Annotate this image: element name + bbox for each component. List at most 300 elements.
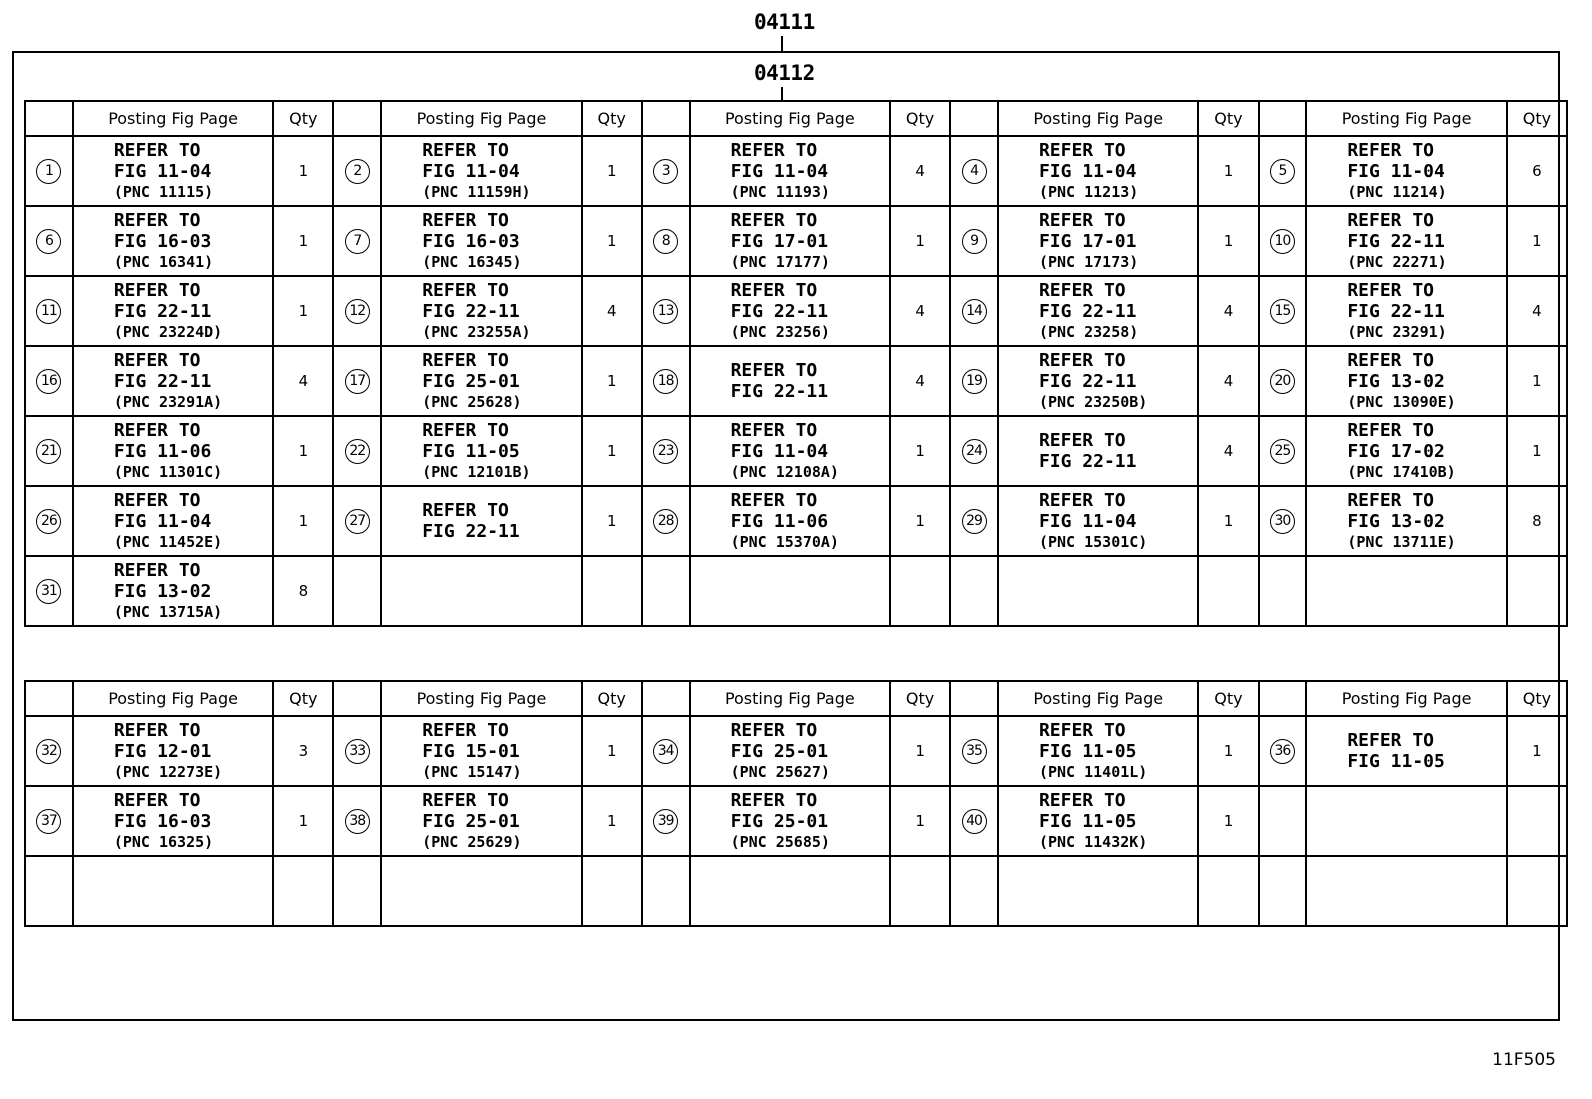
qty-cell: 1 xyxy=(890,416,950,486)
posting-fig-page-cell xyxy=(1306,136,1507,206)
item-number-cell xyxy=(333,136,381,206)
posting-fig-page-cell xyxy=(73,786,274,856)
fig-reference-link[interactable]: FIG 13-02 xyxy=(113,580,212,602)
refer-to-text: REFER TO xyxy=(1347,209,1435,231)
refer-to-text: REFER TO xyxy=(113,719,201,741)
item-number-cell xyxy=(642,136,690,206)
fig-reference-link[interactable]: FIG 22-11 xyxy=(113,300,212,322)
header-qty: Qty xyxy=(890,681,950,716)
item-number-cell xyxy=(950,786,998,856)
header-blank-cell xyxy=(950,681,998,716)
callout-number[interactable]: 2 xyxy=(345,159,370,184)
posting-fig-page-cell xyxy=(998,856,1199,926)
pnc-text: (PNC 25628) xyxy=(422,392,522,411)
posting-fig-page-cell xyxy=(1306,276,1507,346)
posting-fig-page-cell xyxy=(998,206,1199,276)
fig-reference-link[interactable]: FIG 25-01 xyxy=(422,370,520,392)
fig-reference-link[interactable]: FIG 22-11 xyxy=(730,300,829,322)
pnc-text: (PNC 11193) xyxy=(730,182,830,201)
qty-cell: 1 xyxy=(890,206,950,276)
table-row xyxy=(25,276,1567,346)
table-row xyxy=(25,556,1567,626)
refer-to-text: REFER TO xyxy=(730,279,818,301)
refer-to-text: REFER TO xyxy=(113,139,201,161)
qty-cell: 4 xyxy=(1198,276,1258,346)
fig-reference-link[interactable]: FIG 13-02 xyxy=(1347,510,1445,532)
refer-to-text: REFER TO xyxy=(730,789,818,811)
refer-to-text: REFER TO xyxy=(1038,719,1126,741)
posting-fig-page-cell xyxy=(998,136,1199,206)
qty-cell: 1 xyxy=(890,786,950,856)
qty-cell: 1 xyxy=(273,416,333,486)
item-number-cell xyxy=(333,716,381,786)
table-header-row xyxy=(25,681,1567,716)
qty-cell: 1 xyxy=(582,786,642,856)
refer-to-text: REFER TO xyxy=(1038,430,1126,451)
qty-cell: 8 xyxy=(1507,486,1567,556)
qty-cell: 1 xyxy=(1198,206,1258,276)
posting-fig-page-cell xyxy=(998,276,1199,346)
qty-cell: 1 xyxy=(1507,416,1567,486)
refer-to-text: REFER TO xyxy=(1347,489,1435,511)
pnc-text: (PNC 11213) xyxy=(1038,182,1139,201)
refer-to-text: REFER TO xyxy=(113,349,201,371)
figure-code: 11F505 xyxy=(1492,1050,1556,1070)
header-posting-fig-page: Posting Fig Page xyxy=(690,101,891,136)
pnc-text: (PNC 12273E) xyxy=(113,762,223,781)
pnc-text: (PNC 15370A) xyxy=(730,532,839,551)
refer-to-text: REFER TO xyxy=(730,209,818,231)
qty-cell xyxy=(1507,856,1567,926)
posting-fig-page-cell xyxy=(1306,416,1507,486)
qty-cell xyxy=(1507,786,1567,856)
posting-fig-page-cell xyxy=(73,856,274,926)
table-row xyxy=(25,786,1567,856)
qty-cell: 1 xyxy=(1198,716,1258,786)
fig-reference-link[interactable]: FIG 11-04 xyxy=(1347,160,1445,182)
pnc-text: (PNC 11432K) xyxy=(1038,832,1148,851)
posting-fig-page-cell xyxy=(690,136,891,206)
posting-fig-page-cell xyxy=(73,136,274,206)
header-posting-fig-page: Posting Fig Page xyxy=(73,101,274,136)
item-number-cell xyxy=(642,416,690,486)
header-posting-fig-page: Posting Fig Page xyxy=(998,101,1199,136)
callout-number[interactable]: 26 xyxy=(36,509,61,534)
pnc-text: (PNC 13715A) xyxy=(113,602,223,621)
posting-fig-page-cell xyxy=(690,786,891,856)
posting-fig-page-cell xyxy=(1306,556,1507,626)
qty-cell: 6 xyxy=(1507,136,1567,206)
callout-number[interactable]: 3 xyxy=(653,159,678,184)
pnc-text: (PNC 16325) xyxy=(113,832,214,851)
posting-fig-page-cell xyxy=(381,416,582,486)
fig-reference-link[interactable]: FIG 16-03 xyxy=(113,810,212,832)
header-blank-cell xyxy=(25,681,73,716)
refer-to-text: REFER TO xyxy=(422,789,509,811)
pnc-text: (PNC 13711E) xyxy=(1347,532,1456,551)
qty-cell: 4 xyxy=(273,346,333,416)
posting-fig-page-cell xyxy=(381,786,582,856)
refer-to-text: REFER TO xyxy=(422,209,509,231)
callout-number[interactable]: 5 xyxy=(1270,159,1295,184)
fig-reference-link[interactable]: FIG 11-05 xyxy=(1038,810,1137,832)
posting-fig-page-cell xyxy=(1306,206,1507,276)
posting-fig-page-cell xyxy=(73,556,274,626)
posting-fig-page-cell xyxy=(73,206,274,276)
callout-number[interactable]: 34 xyxy=(653,739,678,764)
fig-reference-link[interactable]: FIG 13-02 xyxy=(1347,370,1445,392)
item-number-cell xyxy=(333,276,381,346)
refer-to-text: REFER TO xyxy=(113,789,201,811)
callout-number[interactable]: 4 xyxy=(962,159,987,184)
item-number-cell xyxy=(1259,416,1307,486)
callout-number[interactable]: 33 xyxy=(345,739,370,764)
qty-cell: 4 xyxy=(890,276,950,346)
qty-cell: 1 xyxy=(273,276,333,346)
pnc-text: (PNC 11301C) xyxy=(113,462,223,481)
fig-reference-link[interactable]: FIG 22-11 xyxy=(1347,230,1445,252)
refer-to-text: REFER TO xyxy=(1347,139,1435,161)
posting-fig-page-cell xyxy=(1306,716,1507,786)
item-number-cell xyxy=(333,786,381,856)
fig-reference-link[interactable]: FIG 22-11 xyxy=(730,381,829,402)
item-number-cell xyxy=(25,206,73,276)
pnc-text: (PNC 22271) xyxy=(1347,252,1447,271)
leader-line-inner xyxy=(781,87,783,101)
fig-reference-link[interactable]: FIG 11-05 xyxy=(422,440,520,462)
refer-to-text: REFER TO xyxy=(422,419,509,441)
item-number-cell xyxy=(25,136,73,206)
fig-reference-link[interactable]: FIG 22-11 xyxy=(422,300,520,322)
refer-to-text: REFER TO xyxy=(1347,349,1435,371)
callout-number[interactable]: 7 xyxy=(345,229,370,254)
fig-reference-link[interactable]: FIG 11-04 xyxy=(422,160,520,182)
posting-fig-page-cell xyxy=(73,416,274,486)
item-number-cell xyxy=(950,556,998,626)
fig-reference-link[interactable]: FIG 11-05 xyxy=(1347,751,1445,772)
table-row xyxy=(25,136,1567,206)
header-posting-fig-page: Posting Fig Page xyxy=(1306,101,1507,136)
refer-to-text: REFER TO xyxy=(1347,279,1435,301)
item-number-cell xyxy=(25,786,73,856)
callout-number[interactable]: 16 xyxy=(36,369,61,394)
header-blank-cell xyxy=(950,101,998,136)
fig-reference-link[interactable]: FIG 11-06 xyxy=(113,440,212,462)
header-posting-fig-page: Posting Fig Page xyxy=(381,681,582,716)
qty-cell: 4 xyxy=(1198,346,1258,416)
fig-reference-link[interactable]: FIG 22-11 xyxy=(1038,370,1137,392)
callout-number[interactable]: 39 xyxy=(653,809,678,834)
posting-fig-page-cell xyxy=(73,346,274,416)
header-qty: Qty xyxy=(582,681,642,716)
callout-number[interactable]: 27 xyxy=(345,509,370,534)
refer-to-text: REFER TO xyxy=(1038,139,1126,161)
item-number-cell xyxy=(25,276,73,346)
qty-cell: 4 xyxy=(890,136,950,206)
qty-cell: 1 xyxy=(273,136,333,206)
item-number-cell xyxy=(1259,276,1307,346)
callout-number[interactable]: 18 xyxy=(653,369,678,394)
item-number-cell xyxy=(642,276,690,346)
refer-to-text: REFER TO xyxy=(422,500,509,521)
item-number-cell xyxy=(25,856,73,926)
posting-fig-page-cell xyxy=(1306,346,1507,416)
callout-number[interactable]: 40 xyxy=(962,809,987,834)
fig-reference-link[interactable]: FIG 12-01 xyxy=(113,740,212,762)
item-number-cell xyxy=(1259,346,1307,416)
pnc-text: (PNC 23255A) xyxy=(422,322,531,341)
fig-reference-link[interactable]: FIG 15-01 xyxy=(422,740,520,762)
item-number-cell xyxy=(642,856,690,926)
qty-cell xyxy=(1198,556,1258,626)
item-number-cell xyxy=(642,786,690,856)
item-number-cell xyxy=(1259,856,1307,926)
table-header-row xyxy=(25,101,1567,136)
table-row xyxy=(25,716,1567,786)
item-number-cell xyxy=(333,346,381,416)
item-number-cell xyxy=(950,416,998,486)
item-number-cell xyxy=(1259,786,1307,856)
header-blank-cell xyxy=(1259,101,1307,136)
header-qty: Qty xyxy=(1507,101,1567,136)
fig-reference-link[interactable]: FIG 11-04 xyxy=(730,160,829,182)
refer-to-text: REFER TO xyxy=(113,279,201,301)
posting-fig-page-cell xyxy=(381,136,582,206)
callout-number[interactable]: 12 xyxy=(345,299,370,324)
qty-cell: 1 xyxy=(1507,716,1567,786)
leader-line-top xyxy=(781,36,783,51)
posting-fig-page-cell xyxy=(381,346,582,416)
fig-reference-link[interactable]: FIG 11-04 xyxy=(730,440,829,462)
refer-to-text: REFER TO xyxy=(1038,789,1126,811)
header-blank-cell xyxy=(25,101,73,136)
fig-reference-link[interactable]: FIG 17-01 xyxy=(730,230,829,252)
callout-number[interactable]: 32 xyxy=(36,739,61,764)
fig-reference-link[interactable]: FIG 25-01 xyxy=(730,810,829,832)
table-row xyxy=(25,856,1567,926)
refer-to-text: REFER TO xyxy=(422,139,509,161)
fig-reference-link[interactable]: FIG 11-04 xyxy=(1038,510,1137,532)
fig-reference-link[interactable]: FIG 17-02 xyxy=(1347,440,1445,462)
posting-fig-page-cell xyxy=(73,716,274,786)
fig-reference-link[interactable]: FIG 25-01 xyxy=(422,810,520,832)
qty-cell: 1 xyxy=(1198,786,1258,856)
posting-fig-page-cell xyxy=(381,486,582,556)
pnc-text: (PNC 11159H) xyxy=(422,182,531,201)
fig-reference-link[interactable]: FIG 11-06 xyxy=(730,510,829,532)
table-row xyxy=(25,486,1567,556)
fig-reference-link[interactable]: FIG 11-04 xyxy=(113,510,212,532)
callout-number[interactable]: 38 xyxy=(345,809,370,834)
refer-to-text: REFER TO xyxy=(113,489,201,511)
callout-number[interactable]: 17 xyxy=(345,369,370,394)
callout-number[interactable]: 15 xyxy=(1270,299,1295,324)
item-number-cell xyxy=(25,556,73,626)
callout-number[interactable]: 22 xyxy=(345,439,370,464)
callout-number[interactable]: 36 xyxy=(1270,739,1295,764)
pnc-text: (PNC 25627) xyxy=(730,762,830,781)
posting-fig-page-cell xyxy=(690,716,891,786)
callout-number[interactable]: 37 xyxy=(36,809,61,834)
posting-fig-page-cell xyxy=(690,486,891,556)
qty-cell xyxy=(582,556,642,626)
pnc-text: (PNC 23258) xyxy=(1038,322,1139,341)
refer-to-text: REFER TO xyxy=(422,349,509,371)
qty-cell: 1 xyxy=(582,486,642,556)
item-number-cell xyxy=(1259,136,1307,206)
qty-cell: 1 xyxy=(582,136,642,206)
fig-reference-link[interactable]: FIG 11-05 xyxy=(1038,740,1137,762)
pnc-text: (PNC 17173) xyxy=(1038,252,1139,271)
refer-to-text: REFER TO xyxy=(113,419,201,441)
posting-fig-page-cell xyxy=(998,486,1199,556)
item-number-cell xyxy=(642,346,690,416)
posting-fig-page-cell xyxy=(998,786,1199,856)
posting-fig-page-cell xyxy=(1306,786,1507,856)
qty-cell: 1 xyxy=(1507,206,1567,276)
item-number-cell xyxy=(1259,716,1307,786)
item-number-cell xyxy=(333,486,381,556)
pnc-text: (PNC 15147) xyxy=(422,762,522,781)
refer-to-text: REFER TO xyxy=(1347,419,1435,441)
posting-fig-page-cell xyxy=(1306,486,1507,556)
header-qty: Qty xyxy=(582,101,642,136)
assembly-code-top: 04111 xyxy=(754,10,815,34)
pnc-text: (PNC 11452E) xyxy=(113,532,223,551)
qty-cell: 1 xyxy=(273,206,333,276)
item-number-cell xyxy=(25,346,73,416)
posting-fig-page-cell xyxy=(381,556,582,626)
item-number-cell xyxy=(333,206,381,276)
refer-to-text: REFER TO xyxy=(422,279,509,301)
qty-cell: 1 xyxy=(273,486,333,556)
qty-cell: 1 xyxy=(890,716,950,786)
fig-reference-link[interactable]: FIG 11-04 xyxy=(113,160,212,182)
fig-reference-link[interactable]: FIG 22-11 xyxy=(422,521,520,542)
callout-number[interactable]: 6 xyxy=(36,229,61,254)
header-qty: Qty xyxy=(1198,101,1258,136)
item-number-cell xyxy=(25,416,73,486)
item-number-cell xyxy=(950,486,998,556)
reference-table-2 xyxy=(24,680,1568,927)
callout-number[interactable]: 30 xyxy=(1270,509,1295,534)
pnc-text: (PNC 23224D) xyxy=(113,322,223,341)
posting-fig-page-cell xyxy=(381,206,582,276)
callout-number[interactable]: 13 xyxy=(653,299,678,324)
pnc-text: (PNC 23291A) xyxy=(113,392,223,411)
callout-number[interactable]: 24 xyxy=(962,439,987,464)
pnc-text: (PNC 11214) xyxy=(1347,182,1447,201)
callout-number[interactable]: 21 xyxy=(36,439,61,464)
qty-cell xyxy=(273,856,333,926)
pnc-text: (PNC 12101B) xyxy=(422,462,531,481)
qty-cell: 1 xyxy=(1198,486,1258,556)
qty-cell xyxy=(890,556,950,626)
callout-number[interactable]: 10 xyxy=(1270,229,1295,254)
pnc-text: (PNC 15301C) xyxy=(1038,532,1148,551)
posting-fig-page-cell xyxy=(73,486,274,556)
callout-number[interactable]: 25 xyxy=(1270,439,1295,464)
refer-to-text: REFER TO xyxy=(1038,279,1126,301)
header-posting-fig-page: Posting Fig Page xyxy=(1306,681,1507,716)
fig-reference-link[interactable]: FIG 22-11 xyxy=(1347,300,1445,322)
header-qty: Qty xyxy=(1507,681,1567,716)
header-blank-cell xyxy=(333,101,381,136)
posting-fig-page-cell xyxy=(1306,856,1507,926)
qty-cell xyxy=(1198,856,1258,926)
item-number-cell xyxy=(1259,486,1307,556)
posting-fig-page-cell xyxy=(690,556,891,626)
item-number-cell xyxy=(1259,206,1307,276)
item-number-cell xyxy=(333,416,381,486)
callout-number[interactable]: 29 xyxy=(962,509,987,534)
callout-number[interactable]: 1 xyxy=(36,159,61,184)
item-number-cell xyxy=(950,206,998,276)
posting-fig-page-cell xyxy=(998,716,1199,786)
qty-cell xyxy=(582,856,642,926)
posting-fig-page-cell xyxy=(690,416,891,486)
posting-fig-page-cell xyxy=(690,206,891,276)
fig-reference-link[interactable]: FIG 22-11 xyxy=(113,370,212,392)
fig-reference-link[interactable]: FIG 25-01 xyxy=(730,740,829,762)
qty-cell: 1 xyxy=(890,486,950,556)
posting-fig-page-cell xyxy=(690,346,891,416)
fig-reference-link[interactable]: FIG 22-11 xyxy=(1038,300,1137,322)
item-number-cell xyxy=(1259,556,1307,626)
refer-to-text: REFER TO xyxy=(730,360,818,381)
item-number-cell xyxy=(25,716,73,786)
posting-fig-page-cell xyxy=(381,716,582,786)
posting-fig-page-cell xyxy=(73,276,274,346)
qty-cell: 8 xyxy=(273,556,333,626)
item-number-cell xyxy=(642,556,690,626)
callout-number[interactable]: 19 xyxy=(962,369,987,394)
callout-number[interactable]: 23 xyxy=(653,439,678,464)
header-qty: Qty xyxy=(1198,681,1258,716)
qty-cell: 1 xyxy=(582,206,642,276)
callout-number[interactable]: 31 xyxy=(36,579,61,604)
header-qty: Qty xyxy=(273,101,333,136)
callout-number[interactable]: 20 xyxy=(1270,369,1295,394)
fig-reference-link[interactable]: FIG 16-03 xyxy=(422,230,520,252)
refer-to-text: REFER TO xyxy=(730,719,818,741)
header-qty: Qty xyxy=(273,681,333,716)
callout-number[interactable]: 9 xyxy=(962,229,987,254)
fig-reference-link[interactable]: FIG 16-03 xyxy=(113,230,212,252)
header-blank-cell xyxy=(642,101,690,136)
refer-to-text: REFER TO xyxy=(1038,489,1126,511)
callout-number[interactable]: 14 xyxy=(962,299,987,324)
posting-fig-page-cell xyxy=(998,416,1199,486)
qty-cell xyxy=(1507,556,1567,626)
header-posting-fig-page: Posting Fig Page xyxy=(690,681,891,716)
callout-number[interactable]: 8 xyxy=(653,229,678,254)
table-row xyxy=(25,206,1567,276)
qty-cell: 1 xyxy=(273,786,333,856)
fig-reference-link[interactable]: FIG 17-01 xyxy=(1038,230,1137,252)
refer-to-text: REFER TO xyxy=(1038,349,1126,371)
qty-cell: 1 xyxy=(582,716,642,786)
qty-cell: 3 xyxy=(273,716,333,786)
fig-reference-link[interactable]: FIG 22-11 xyxy=(1038,451,1137,472)
fig-reference-link[interactable]: FIG 11-04 xyxy=(1038,160,1137,182)
qty-cell: 1 xyxy=(582,416,642,486)
callout-number[interactable]: 11 xyxy=(36,299,61,324)
callout-number[interactable]: 35 xyxy=(962,739,987,764)
callout-number[interactable]: 28 xyxy=(653,509,678,534)
pnc-text: (PNC 16345) xyxy=(422,252,522,271)
assembly-code-inner: 04112 xyxy=(754,61,815,85)
